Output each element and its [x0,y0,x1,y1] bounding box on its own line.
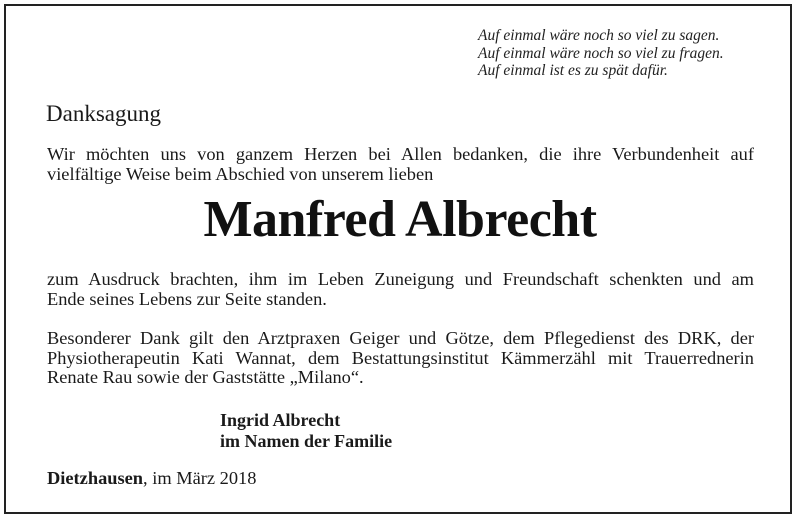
intro-line: vielfältige Weise beim Abschied von unserem lieben [47,163,434,184]
notice-border [4,4,792,514]
deceased-name: Manfred Albrecht [203,191,597,248]
signature-family: im Namen der Familie [220,430,393,451]
intro-line: Wir möchten uns von ganzem Herzen bei Allen bedanken, die ihre Verbundenheit auf [47,144,754,164]
continuation-line: Ende seines Lebens zur Seite standen. [47,288,327,309]
continuation-paragraph [47,270,754,309]
continuation-line: zum Ausdruck brachten, ihm im Leben Zuneigung und Freundschaft schenkten und am [47,269,754,289]
signature-block [220,410,392,451]
thanks-paragraph [47,329,754,388]
place-date-text: , im März 2018 [143,468,257,488]
signature-name: Ingrid Albrecht [220,410,341,430]
poem-line: Auf einmal wäre noch so viel zu sagen. [478,27,720,44]
poem-line: Auf einmal ist es zu spät dafür. [478,62,668,79]
heading-danksagung: Danksagung [46,101,161,126]
thanks-line: Besonderer Dank gilt den Arztpraxen Geiger und Götze, dem Pflegedienst des DRK, der [47,328,754,348]
place-date [47,468,256,488]
poem-verse [478,27,724,80]
intro-paragraph [47,145,754,184]
place-town: Dietzhausen [47,468,144,488]
poem-line: Auf einmal wäre noch so viel zu fragen. [478,44,724,62]
thanks-line: Physiotherapeutin Kati Wannat, dem Bestattungsinstitut Kämmerzähl mit Trauerrednerin [47,347,754,368]
thanks-line: Renate Rau sowie der Gaststätte „Milano“. [47,367,364,387]
